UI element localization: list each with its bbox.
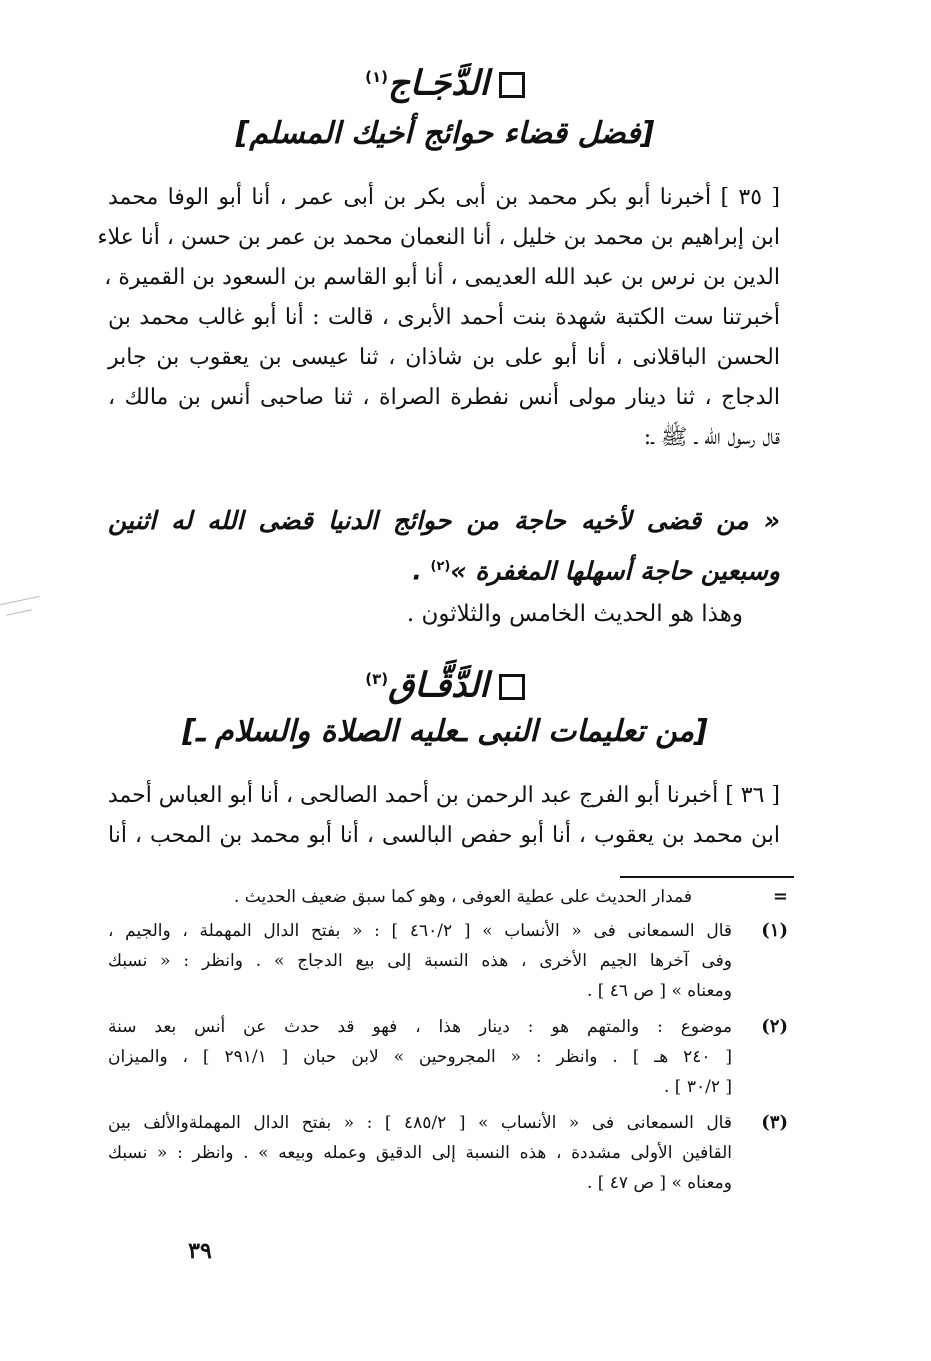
text-line: أخبرتنا ست الكتبة شهدة بنت أحمد الأبرى ، قالت : أنا أبو غالب محمد بن xyxy=(108,305,780,330)
footnote-line: قال السمعانى فى « الأنساب » [ ٤٦٠/٢ ] : « بفتح الدال المهملة ، والجيم ، xyxy=(108,921,732,941)
text-line: الحسن الباقلانى ، أنا أبو على بن شاذان ، ثنا عيسى بن يعقوب بن جابر xyxy=(108,345,780,370)
footnote-marker: (١) xyxy=(761,920,788,941)
footnote-line: وفى آخرها الجيم الأخرى ، هذه النسبة إلى بيع الدجاج » . وانظر : « نسبك xyxy=(108,951,732,971)
footnote-3 xyxy=(108,1108,788,1198)
section-subtitle: [فضل قضاء حوائج أخيك المسلم] xyxy=(235,116,655,151)
section-title: الدَّقَّـاق xyxy=(388,665,489,706)
page-number: ٣٩ xyxy=(188,1238,212,1264)
hadith-quote xyxy=(108,498,780,594)
scan-artifact xyxy=(6,609,32,615)
text-line: قال رسول الله ـ ﷺ ـ: xyxy=(643,425,780,450)
footnote-line: [ ٣٠/٢ ] . xyxy=(663,1077,732,1097)
square-bullet-icon xyxy=(499,72,525,98)
footnote-line: ومعناه » [ ص ٤٧ ] . xyxy=(586,1173,732,1193)
text-line: [ ٣٥ ] أخبرنا أبو بكر محمد بن أبى بكر بن أبى عمر ، أنا أبو الوفا محمد xyxy=(108,185,781,210)
footnote-line: القافين الأولى مشددة ، هذه النسبة إلى الدقيق وعمله وبيعه » . وانظر : « نسبك xyxy=(108,1143,732,1163)
footnote-marker: (٢) xyxy=(761,1016,788,1037)
footnote-line: فمدار الحديث على عطية العوفى ، وهو كما سبق ضعيف الحديث . xyxy=(233,887,692,907)
continuation-marker: = xyxy=(772,886,788,907)
quote-line: « من قضى لأخيه حاجة من حوائج الدنيا قضى الله له اثنين xyxy=(108,506,780,535)
footnote-line: قال السمعانى فى « الأنساب » [ ٤٨٥/٢ ] : « بفتح الدال المهملةوالألف بين xyxy=(108,1113,732,1133)
text-line: الدين بن نرس بن عبد الله العديمى ، أنا أبو القاسم بن السعود بن القميرة ، xyxy=(104,265,780,290)
text-line: ابن إبراهيم بن محمد بن خليل ، أنا النعمان محمد بن عمر بن حسن ، أنا علاء xyxy=(97,225,780,250)
quote-line: وسبعين حاجة أسهلها المغفرة »$^{(٢)}$ . xyxy=(412,556,780,586)
quote-line-text: وسبعين حاجة أسهلها المغفرة » xyxy=(450,556,780,586)
text-line: [ ٣٦ ] أخبرنا أبو الفرج عبد الرحمن بن أحمد الصالحى ، أنا أبو العباس أحمد xyxy=(107,783,780,808)
text-line: الدجاج ، ثنا دينار مولى أنس نفطرة الصراة ، ثنا صاحبى أنس بن مالك ، xyxy=(108,385,780,410)
hadith-36-text xyxy=(108,776,780,856)
footnote-2 xyxy=(108,1012,788,1102)
footnotes xyxy=(108,882,788,1198)
footnote-ref: (٢) xyxy=(430,559,451,574)
text-line: ابن محمد بن يعقوب ، أنا أبو حفص البالسى ، أنا أبو محمد بن المحب ، أنا xyxy=(108,823,780,848)
footnote-divider xyxy=(620,876,794,878)
section-subtitle: [من تعليمات النبى ـعليه الصلاة والسلام ـ] xyxy=(182,714,708,749)
footnote-marker: (٣) xyxy=(761,1112,788,1133)
footnote-line: موضوع : والمتهم هو : دينار هذا ، فهو قد حدث عن أنس بعد سنة xyxy=(108,1017,732,1037)
scan-artifact xyxy=(0,596,39,605)
footnote-line: ومعناه » [ ص ٤٦ ] . xyxy=(586,981,732,1001)
section-heading-dajjaj xyxy=(110,54,780,106)
square-bullet-icon xyxy=(499,674,525,700)
hadith-35-text xyxy=(97,178,781,458)
section-heading-daqqaq xyxy=(110,656,780,708)
footnote-line: [ ٢٤٠ هـ ] . وانظر : « المجروحين » لابن حبان [ ٢٩١/١ ] ، والميزان xyxy=(108,1047,732,1067)
hadith-closing: وهذا هو الحديث الخامس والثلاثون . xyxy=(406,601,743,627)
footnote-ref: (١) xyxy=(365,68,388,86)
footnote-continuation xyxy=(108,882,788,912)
section-title: الدَّجَـاج xyxy=(387,63,489,104)
footnote-ref: (٣) xyxy=(365,670,389,688)
footnote-1 xyxy=(108,916,788,1006)
